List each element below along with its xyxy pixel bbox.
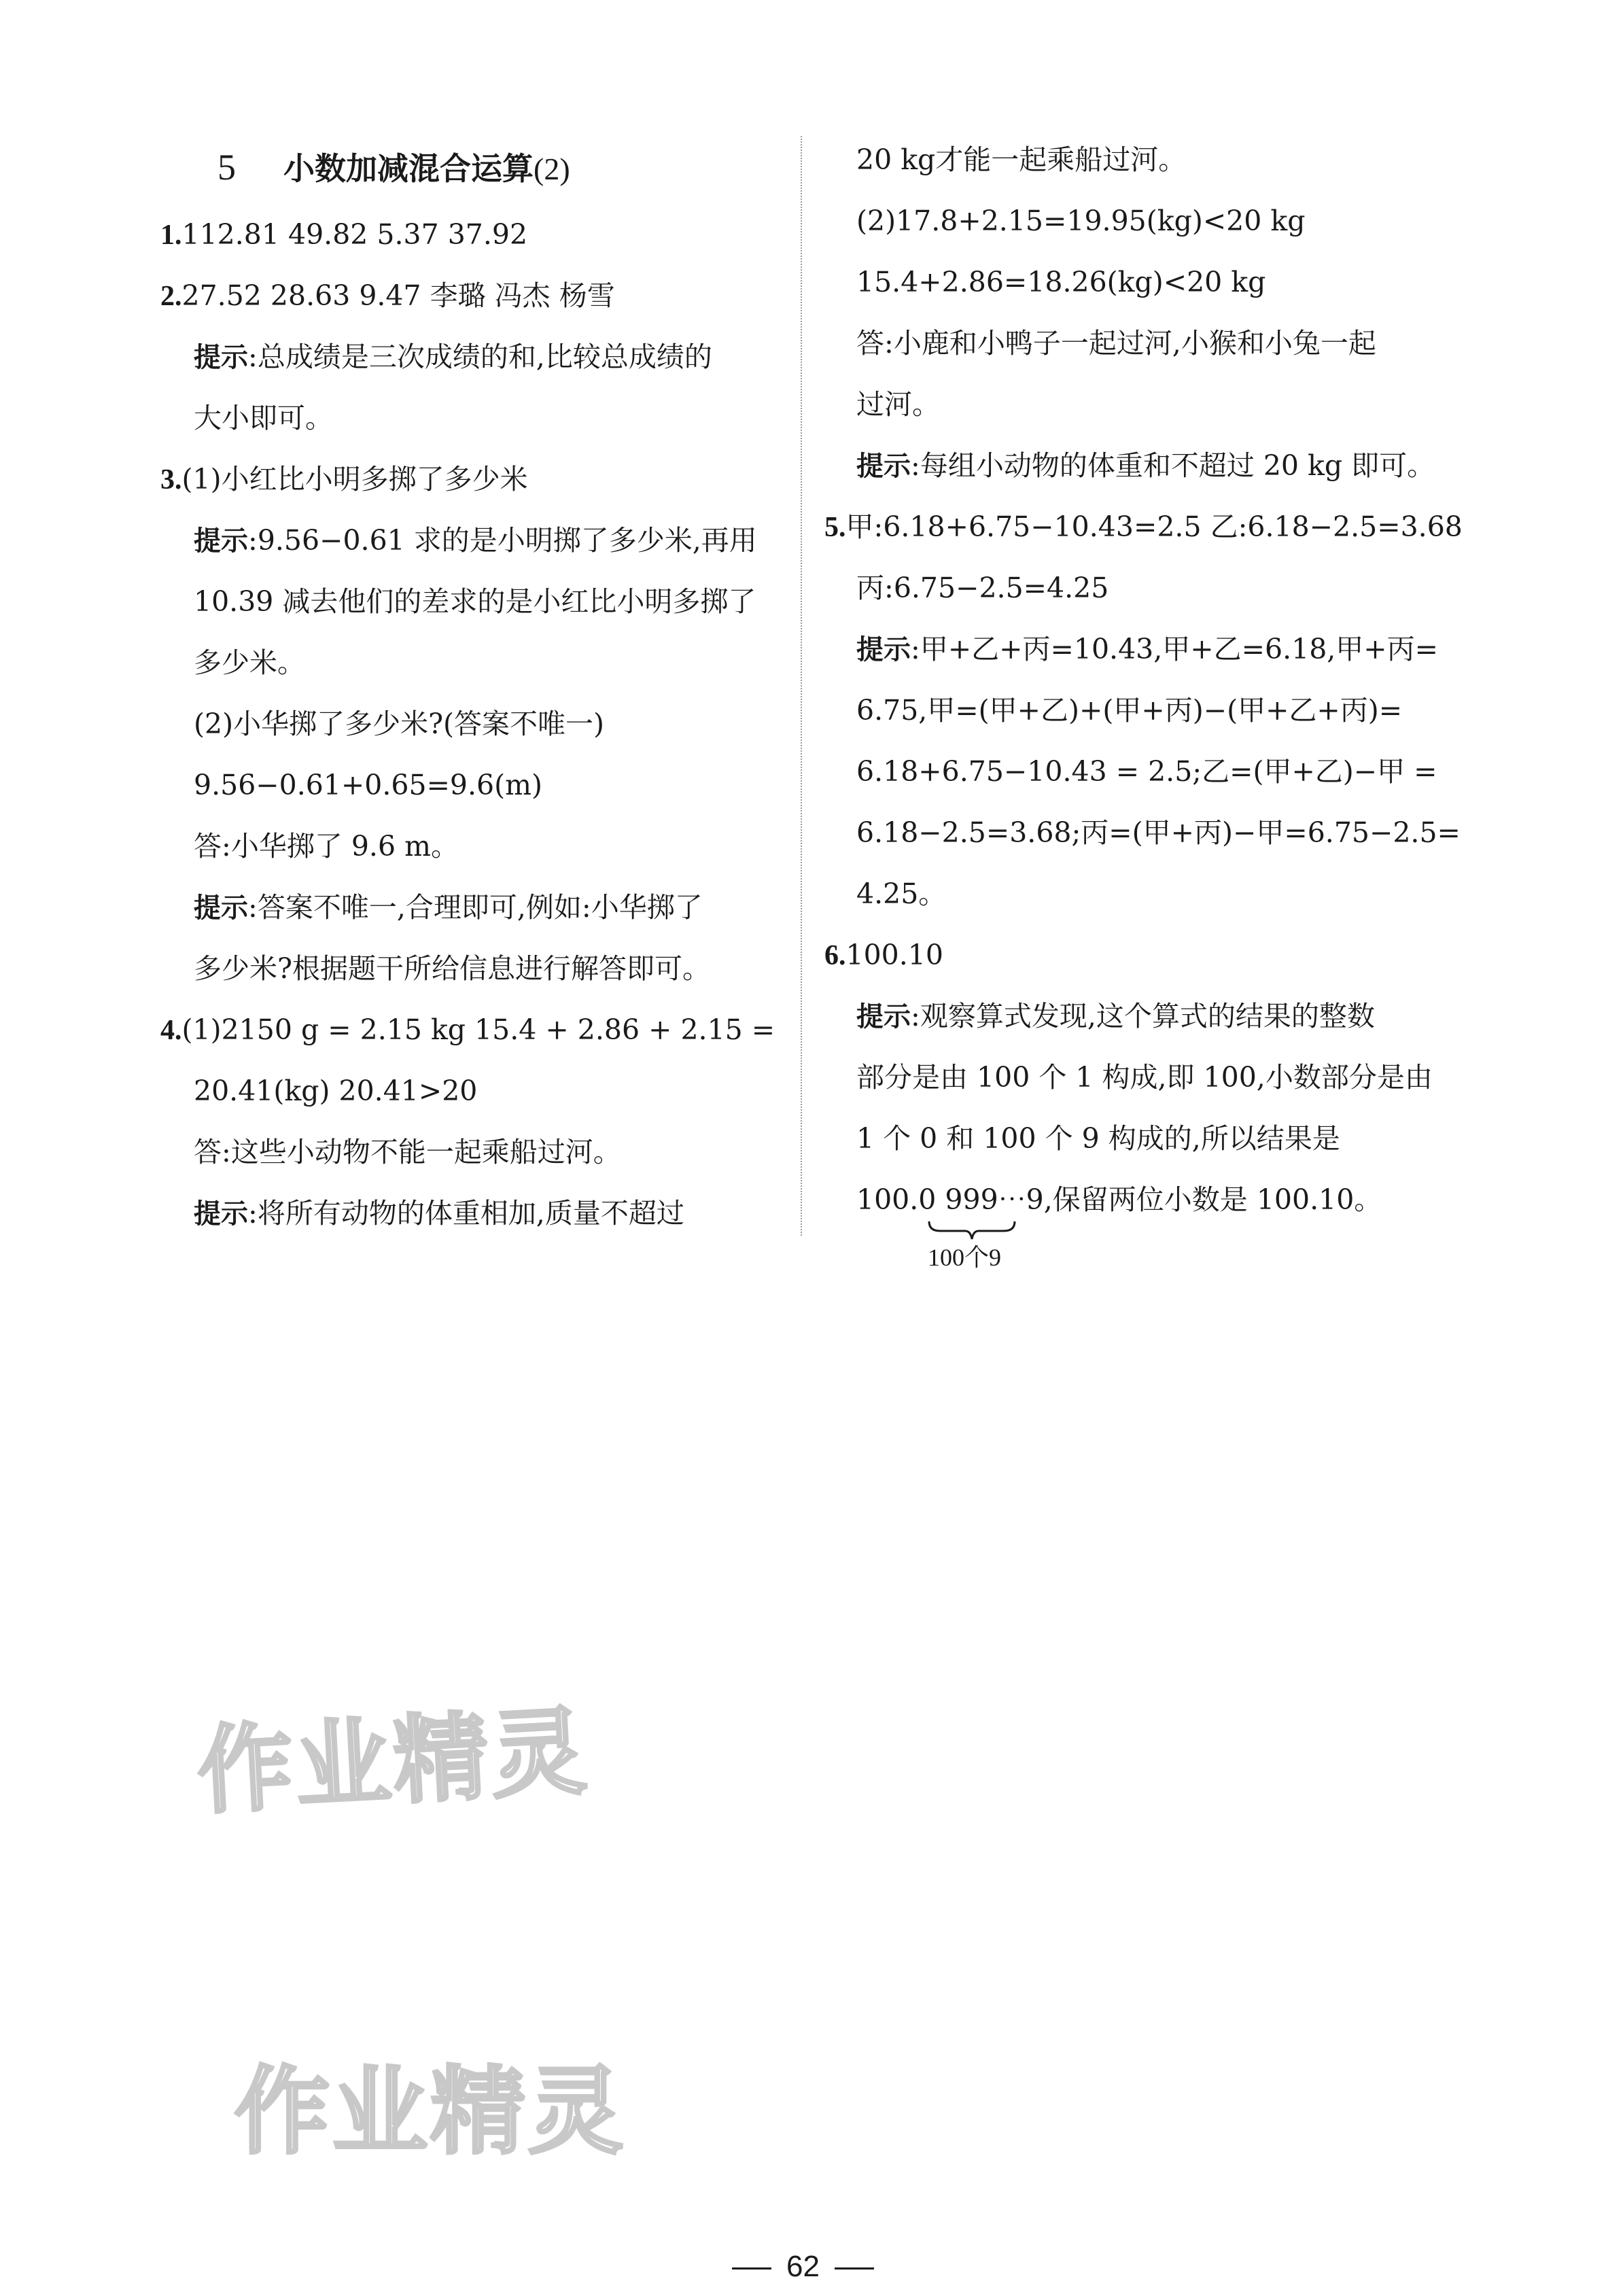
text-line [856, 694, 1403, 727]
text-line [856, 207, 1305, 235]
text: 6.18−2.5=3.68;丙=(甲+丙)−甲=6.75−2.5= [856, 816, 1461, 849]
section-title-text: 小数加减混合运算 [283, 150, 534, 187]
answer-line [160, 1013, 775, 1046]
text-line [194, 710, 604, 738]
answer-text: 100.10 [845, 939, 943, 971]
hint-line [856, 449, 1435, 482]
answer-text: 112.81 49.82 5.37 37.92 [181, 218, 528, 251]
section-title-suffix: (2) [534, 152, 570, 186]
hint-text: :9.56−0.61 求的是小明掷了多少米,再用 [248, 524, 757, 557]
text-line [194, 830, 459, 863]
text: 大小即可。 [194, 402, 333, 434]
hint-label: 提示 [856, 1001, 911, 1032]
hint-line [194, 1197, 684, 1230]
section-number: 5 [217, 147, 236, 188]
answer-line [160, 279, 615, 312]
hint-label: 提示 [856, 634, 911, 665]
text: 100.0 999⋯9,保留两位小数是 100.10。 [856, 1183, 1382, 1216]
hint-label: 提示 [194, 525, 248, 557]
answer-line [824, 510, 1463, 543]
text-line [856, 877, 947, 910]
text-line [856, 1061, 1433, 1094]
dash-left [732, 2267, 771, 2269]
text-line [856, 816, 1461, 849]
text: 答:这些小动物不能一起乘船过河。 [194, 1136, 621, 1168]
question-number: 3. [160, 464, 182, 495]
text: 1 个 0 和 100 个 9 构成的,所以结果是 [856, 1122, 1340, 1155]
watermark-logo: 作业精灵 [194, 1697, 592, 1828]
text-line [856, 1122, 1340, 1155]
text-line [194, 404, 333, 432]
text: 6.75,甲=(甲+乙)+(甲+丙)−(甲+乙+丙)= [856, 694, 1403, 727]
answer-line [160, 463, 528, 495]
text-line [194, 1077, 477, 1105]
text: 20 kg才能一起乘船过河。 [856, 143, 1187, 176]
text-line [856, 327, 1376, 360]
hint-line [856, 633, 1439, 665]
text-line [856, 268, 1265, 296]
answer-text: 27.52 28.63 9.47 李璐 冯杰 杨雪 [181, 279, 615, 312]
answer-line [160, 218, 528, 251]
text: 答:小鹿和小鸭子一起过河,小猴和小兔一起 [856, 327, 1376, 360]
text-line [856, 1183, 1382, 1216]
text-line [194, 585, 756, 618]
answer-text: (1)小红比小明多掷了多少米 [181, 463, 528, 495]
text-line [856, 574, 1109, 602]
answer-text: 甲:6.18+6.75−10.43=2.5 乙:6.18−2.5=3.68 [845, 510, 1463, 543]
hint-line [194, 524, 757, 557]
text: 15.4+2.86=18.26(kg)<20 kg [856, 266, 1266, 298]
hint-line [194, 343, 712, 371]
answer-text: (1)2150 g = 2.15 kg 15.4 + 2.86 + 2.15 = [181, 1013, 775, 1046]
text: 10.39 减去他们的差求的是小红比小明多掷了 [194, 585, 756, 618]
text: 过河。 [856, 388, 940, 421]
text-line [194, 771, 542, 799]
dash-right [835, 2267, 874, 2269]
text: 丙:6.75−2.5=4.25 [856, 572, 1109, 604]
question-number: 4. [160, 1015, 182, 1046]
hint-label: 提示 [194, 892, 248, 924]
text-line [194, 1138, 621, 1166]
text: (2)小华掷了多少米?(答案不唯一) [194, 708, 605, 740]
text-line [194, 646, 305, 679]
column-divider [801, 136, 802, 1236]
question-number: 6. [824, 940, 846, 971]
question-number: 1. [160, 220, 182, 251]
text-line [856, 388, 940, 421]
hint-text: :答案不唯一,合理即可,例如:小华掷了 [248, 891, 703, 924]
text-line [856, 755, 1437, 788]
hint-text: :将所有动物的体重相加,质量不超过 [248, 1197, 684, 1230]
hint-text: :甲+乙+丙=10.43,甲+乙=6.18,甲+丙= [911, 633, 1439, 665]
text-line [856, 143, 1187, 176]
text: 答:小华掷了 9.6 m。 [194, 830, 459, 863]
text: 6.18+6.75−10.43 = 2.5;乙=(甲+乙)−甲 = [856, 755, 1437, 788]
text-line [194, 952, 710, 985]
underbrace-label: 100个9 [928, 1244, 1002, 1271]
hint-line [856, 1000, 1375, 1032]
hint-text: :每组小动物的体重和不超过 20 kg 即可。 [911, 449, 1435, 482]
hint-label: 提示 [194, 1198, 248, 1230]
hint-label: 提示 [856, 451, 911, 482]
text: (2)17.8+2.15=19.95(kg)<20 kg [856, 205, 1306, 237]
hint-label: 提示 [194, 342, 248, 373]
hint-text: :总成绩是三次成绩的和,比较总成绩的 [248, 341, 712, 373]
watermark-logo: 作业精灵 [234, 2057, 627, 2168]
text: 9.56−0.61+0.65=9.6(m) [194, 769, 543, 801]
text: 多少米。 [194, 646, 305, 679]
text: 多少米?根据题干所给信息进行解答即可。 [194, 952, 710, 985]
page-number [0, 2250, 1606, 2284]
answer-line [824, 941, 943, 970]
page-number-text: 62 [786, 2250, 820, 2283]
question-number: 5. [824, 512, 846, 543]
question-number: 2. [160, 281, 182, 312]
text: 20.41(kg) 20.41>20 [194, 1075, 478, 1107]
text: 4.25。 [856, 877, 947, 910]
hint-line [194, 891, 703, 924]
text: 部分是由 100 个 1 构成,即 100,小数部分是由 [856, 1061, 1433, 1094]
section-title [217, 144, 570, 189]
hint-text: :观察算式发现,这个算式的结果的整数 [911, 1000, 1375, 1032]
